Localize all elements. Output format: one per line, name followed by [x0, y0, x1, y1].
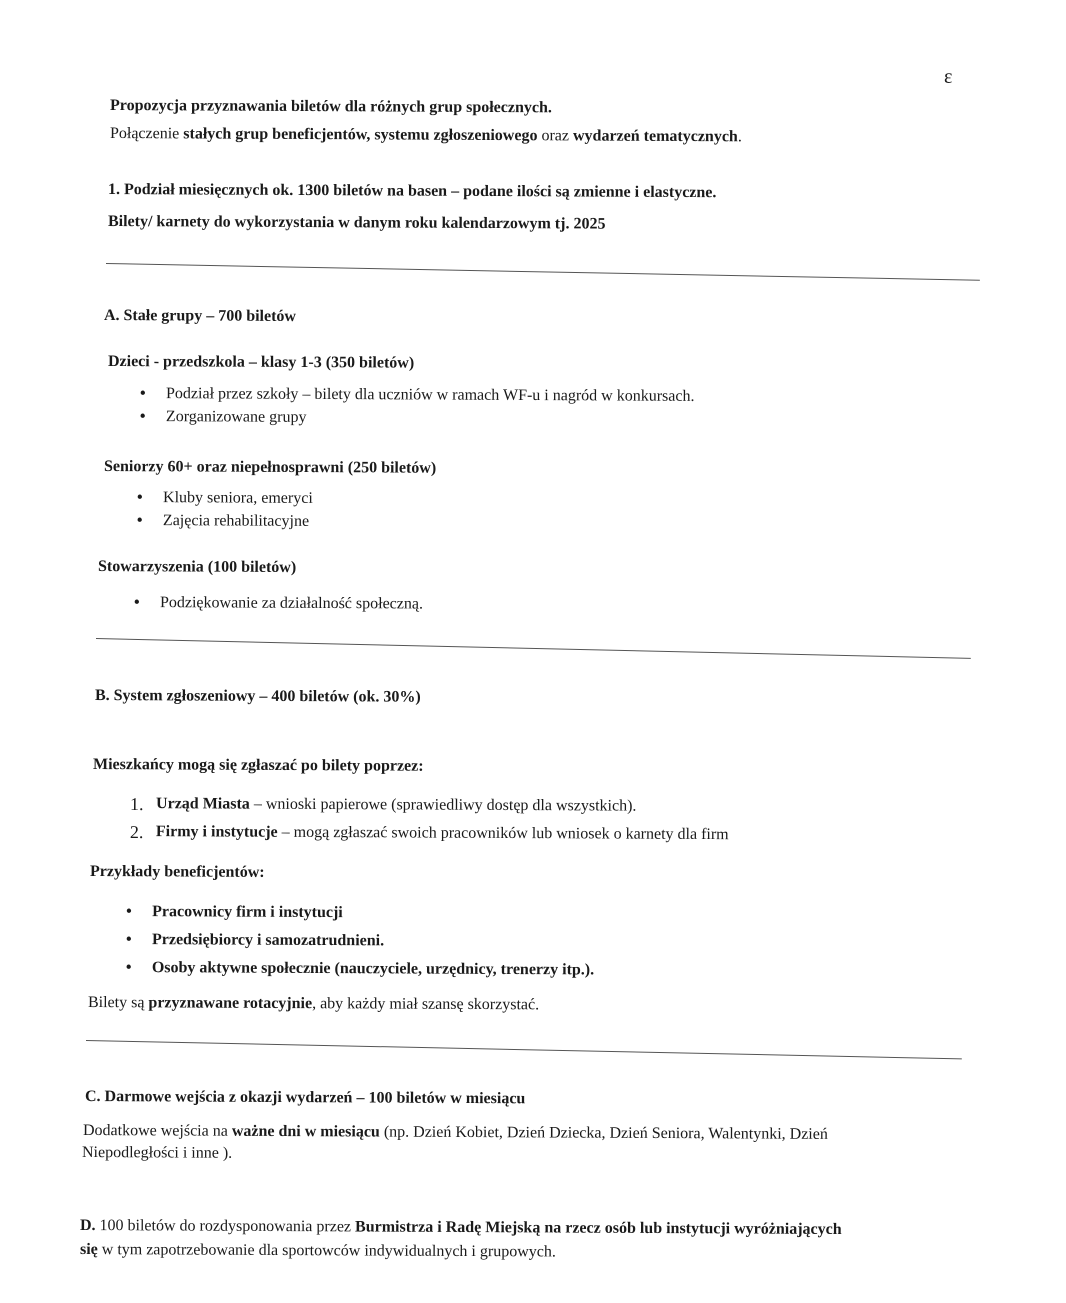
sectionD-line1: [80, 1216, 842, 1240]
rotation-note: [88, 993, 539, 1015]
list-number: 2.: [129, 821, 144, 843]
section1-line2: Bilety/ karnety do wykorzystania w danym roku kalendarzowym tj. 2025: [107, 213, 606, 233]
sectionD-text: w tym zapotrzebowanie dla sportowców indywidualnych i grupowych.: [97, 1241, 556, 1261]
list-item: [130, 818, 729, 849]
intro-bold-text: wydarzeń tematycznych: [572, 127, 738, 146]
group-heading-children: Dzieci - przedszkola – klasy 1-3 (350 biletów): [107, 353, 415, 372]
sectionD-bold-text: się: [79, 1241, 98, 1259]
list-item: • Przedsiębiorcy i samozatrudnieni.: [126, 926, 594, 956]
list-item: • Pracownicy firm i instytucji: [126, 898, 594, 928]
intro-paragraph: [110, 124, 742, 147]
sectionB-heading: B. System zgłoszeniowy – 400 biletów (ok. 30%): [94, 687, 421, 706]
document-title: Propozycja przyznawania biletów dla różnych grup społecznych.: [109, 97, 552, 117]
rotation-bold-text: przyznawane rotacyjnie: [148, 994, 313, 1013]
application-channels-list: [130, 790, 729, 849]
intro-bold-text: stałych grup beneficjentów, systemu zgłoszeniowego: [183, 125, 538, 145]
list-number: 1.: [130, 794, 144, 815]
sectionD-text: 100 biletów do rozdysponowania przez: [95, 1217, 356, 1236]
group-list-associations: [134, 591, 423, 616]
sectionC-bold-text: ważne dni w miesiącu: [231, 1122, 380, 1141]
list-item: • Kluby seniora, emeryci: [137, 486, 313, 510]
beneficiaries-list: [126, 898, 595, 984]
section1-line1: 1. Podział miesięcznych ok. 1300 biletów na basen – podane ilości są zmienne i elastyczne.: [107, 181, 717, 202]
sectionD-bold-text: Burmistrza i Radę Miejską na rzecz osób lub instytucji wyróżniających: [355, 1218, 842, 1238]
list-item: • Podziękowanie za działalność społeczną.: [134, 591, 423, 616]
list-item-bold: Urząd Miasta: [156, 795, 250, 813]
list-item: • Podział przez szkoły – bilety dla uczniów w ramach WF-u i nagród w konkursach.: [140, 382, 695, 408]
list-item: [130, 790, 729, 821]
page-number: ε: [944, 66, 953, 88]
intro-text: .: [737, 128, 742, 146]
intro-text: Połączenie: [109, 125, 184, 143]
sectionD-line2: [80, 1240, 556, 1262]
sectionC-heading: C. Darmowe wejścia z okazji wydarzeń – 100 biletów w miesiącu: [84, 1088, 526, 1108]
list-item-text: – wnioski papierowe (sprawiedliwy dostęp dla wszystkich).: [249, 795, 637, 815]
group-list-seniors: [137, 486, 313, 533]
sectionC-text: (np. Dzień Kobiet, Dzień Dziecka, Dzień Seniora, Walentynki, Dzień: [379, 1123, 828, 1143]
sectionC-line1: [83, 1121, 828, 1145]
sectionB-subheading: Mieszkańcy mogą się zgłaszać po bilety poprzez:: [92, 756, 424, 775]
group-heading-associations: Stowarzyszenia (100 biletów): [97, 558, 297, 577]
list-item: • Zajęcia rehabilitacyjne: [137, 509, 313, 533]
divider: [86, 1040, 962, 1059]
list-item-bold: Firmy i instytucje: [155, 823, 278, 841]
intro-text: oraz: [537, 127, 574, 145]
divider: [106, 263, 980, 281]
list-item: • Zorganizowane grupy: [140, 405, 695, 431]
group-heading-seniors: Seniorzy 60+ oraz niepełnosprawni (250 biletów): [103, 458, 437, 477]
list-item: • Osoby aktywne społecznie (nauczyciele, urzędnicy, trenerzy itp.).: [126, 954, 594, 984]
divider: [96, 638, 971, 659]
list-item-text: – mogą zgłaszać swoich pracowników lub wniosek o karnety dla firm: [277, 823, 729, 844]
sectionD-label: D.: [79, 1217, 96, 1235]
rotation-text: Bilety są: [87, 994, 149, 1012]
rotation-text: , aby każdy miał szansę skorzystać.: [312, 995, 540, 1014]
sectionC-text: Dodatkowe wejścia na: [82, 1122, 232, 1140]
group-list-children: [140, 382, 695, 431]
sectionC-line2: Niepodległości i inne ).: [81, 1144, 233, 1162]
examples-heading: Przykłady beneficjentów:: [89, 863, 265, 881]
sectionA-heading: A. Stałe grupy – 700 biletów: [103, 307, 297, 326]
